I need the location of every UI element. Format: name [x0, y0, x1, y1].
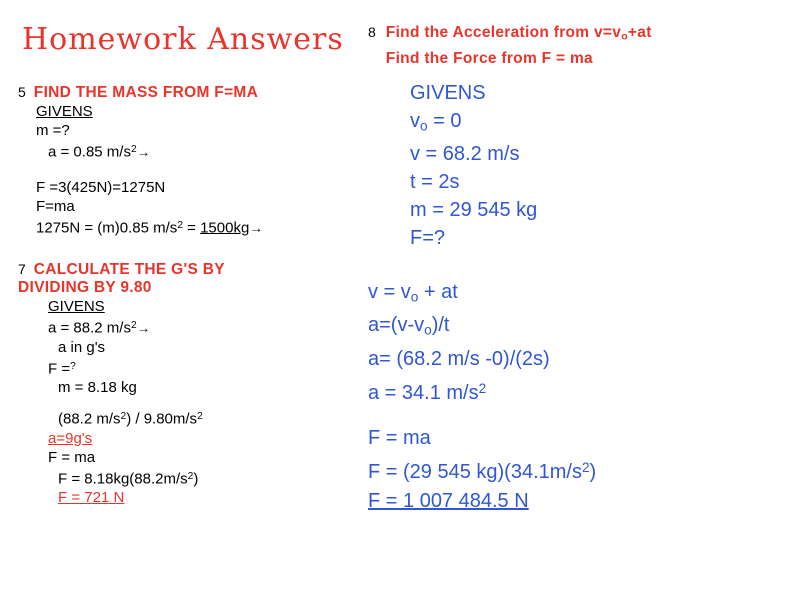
problem-8-work-rearranged-b: )/t — [431, 314, 450, 337]
problem-5-line-solution — [18, 216, 358, 238]
left-column — [18, 84, 358, 507]
problem-8-exp-1: 2 — [478, 380, 487, 396]
problem-7-line-substitute-text: F = 8.18kg(88.2m/s — [58, 470, 188, 488]
problem-8-given-v0-text: v — [410, 109, 420, 132]
problem-7-heading-row — [18, 261, 358, 279]
problem-7-line-f-text: F = — [48, 360, 71, 378]
problem-7-line-substitute: $F = 8.18kg(88.2m/s^2)$ — [58, 470, 199, 488]
problem-8-heading-row — [368, 22, 788, 69]
problem-8-given-f: F=? — [410, 227, 446, 250]
problem-7-heading-line1: CALCULATE THE G'S BY — [33, 261, 225, 279]
problem-8-work-equation — [368, 278, 788, 311]
problem-8-force-equation: F = ma — [368, 426, 431, 449]
problem-7-givens-label: GIVENS — [48, 298, 105, 316]
problem-8-given-t: t = 2s — [410, 171, 460, 194]
problem-5-block — [18, 84, 358, 237]
problem-8-work-equation-b: + at — [418, 281, 458, 304]
spacer — [18, 397, 358, 407]
problem-8-work-rearranged-a: a=(v-v — [368, 314, 425, 337]
problem-8-work-acceleration-text: a = 34.1 m/s — [368, 381, 479, 404]
problem-7-line-f-q: ? — [70, 360, 76, 372]
problem-7-line-ags: a in g's — [58, 338, 106, 356]
spacer — [368, 408, 788, 424]
problem-7-exp-3: 2 — [187, 470, 194, 482]
problem-7-heading-line2: DIVIDING BY 9.80 — [18, 279, 152, 297]
problem-8-heading-line2: Find the Force from F = ma — [385, 49, 593, 67]
problem-5-line-a-text: a = 0.85 m/s — [48, 143, 131, 161]
problem-7-exp-2: 2 — [197, 411, 203, 423]
problem-7-answer-force: F = 721 N — [58, 489, 125, 507]
problem-8-heading-lines — [386, 22, 652, 69]
problem-8-work-rearranged — [368, 311, 788, 344]
problem-5-answer: 1500kg — [200, 219, 250, 237]
problem-5-equals: = — [182, 219, 201, 237]
problem-8-work-sub-1: o — [410, 289, 419, 305]
problem-8-given-v0-sub: o — [420, 118, 428, 134]
problem-8-heading-line1-tail: +at — [627, 24, 652, 41]
problem-5-line-a-exp: 2 — [130, 144, 137, 155]
problem-8-given-m: m = 29 545 kg — [410, 199, 538, 222]
problem-5-number: 5 — [18, 84, 26, 100]
problem-7-line-fma: F = ma — [48, 448, 96, 466]
problem-8-given-v0 — [410, 107, 788, 140]
problem-8-number: 8 — [368, 24, 376, 40]
problem-8-work-equation-a: v = v — [368, 281, 411, 304]
problem-8-heading-line1 — [386, 22, 652, 48]
problem-7-answer-gs: a=9g's — [48, 429, 93, 447]
problem-5-heading-row — [18, 84, 358, 102]
problem-7-line-a — [18, 316, 358, 338]
problem-8-exp-2: 2 — [581, 459, 590, 475]
problem-8-given-v0-tail: = 0 — [427, 109, 462, 132]
problem-8-work-acceleration — [368, 374, 788, 408]
problem-5-line-m: m =? — [36, 122, 70, 139]
problem-5-line-solution-text: 1275N = (m)0.85 m/s — [36, 219, 178, 237]
problem-7-line-m: m = 8.18 kg — [58, 379, 137, 397]
problem-7-line-division-a: (88.2 m/s — [58, 410, 121, 428]
problem-7-line-f — [18, 357, 358, 379]
problem-8-heading-line1-sub: o — [621, 30, 628, 43]
problem-8-force-substituted: F = (29 545 $kg)(34.1m/s^2)$ — [368, 459, 597, 484]
problem-7-line-division — [18, 407, 358, 429]
arrow-icon: → — [136, 320, 151, 336]
problem-7-number: 7 — [18, 261, 26, 278]
problem-7-line-division-b: ) / 9.80m/s — [126, 410, 198, 428]
problem-7-block — [18, 261, 358, 507]
problem-5-heading: FIND THE MASS FROM F=MA — [33, 84, 259, 101]
problem-8-force-answer: F = 1 007 484.5 N — [368, 490, 529, 513]
problem-8-givens-block — [368, 79, 788, 252]
problem-8-force-substituted-text: F = (29 545 kg)(34.1m/s — [368, 461, 582, 484]
problem-7-exp-1: 2 — [120, 411, 127, 423]
spacer — [18, 162, 358, 178]
problem-5-line-a — [18, 140, 358, 162]
problem-5-givens-label: GIVENS — [36, 103, 93, 120]
arrow-icon: → — [136, 144, 151, 160]
problem-7-line-a-text: a = 88.2 m/s — [48, 319, 131, 337]
problem-5-line-fma: F=ma — [36, 197, 75, 215]
page-title: Homework Answers — [22, 22, 344, 57]
problem-8-work-sub-2: o — [424, 322, 432, 338]
problem-5-line-solution-exp: 2 — [177, 219, 183, 231]
problem-8-givens-label: GIVENS — [410, 81, 486, 104]
problem-8-work-substituted: a= (68.2 m/s -0)/(2s) — [368, 347, 550, 370]
right-column — [368, 22, 788, 516]
problem-8-given-v: v = 68.2 m/s — [410, 143, 520, 166]
problem-8-heading-line1-text: Find the Acceleration from v=v — [385, 24, 622, 41]
problem-8-work-block — [368, 278, 788, 516]
problem-7-line-a-exp: 2 — [130, 320, 137, 332]
problem-5-line-force: F =3(425N)=1275N — [36, 178, 166, 196]
arrow-icon: → — [249, 220, 263, 236]
